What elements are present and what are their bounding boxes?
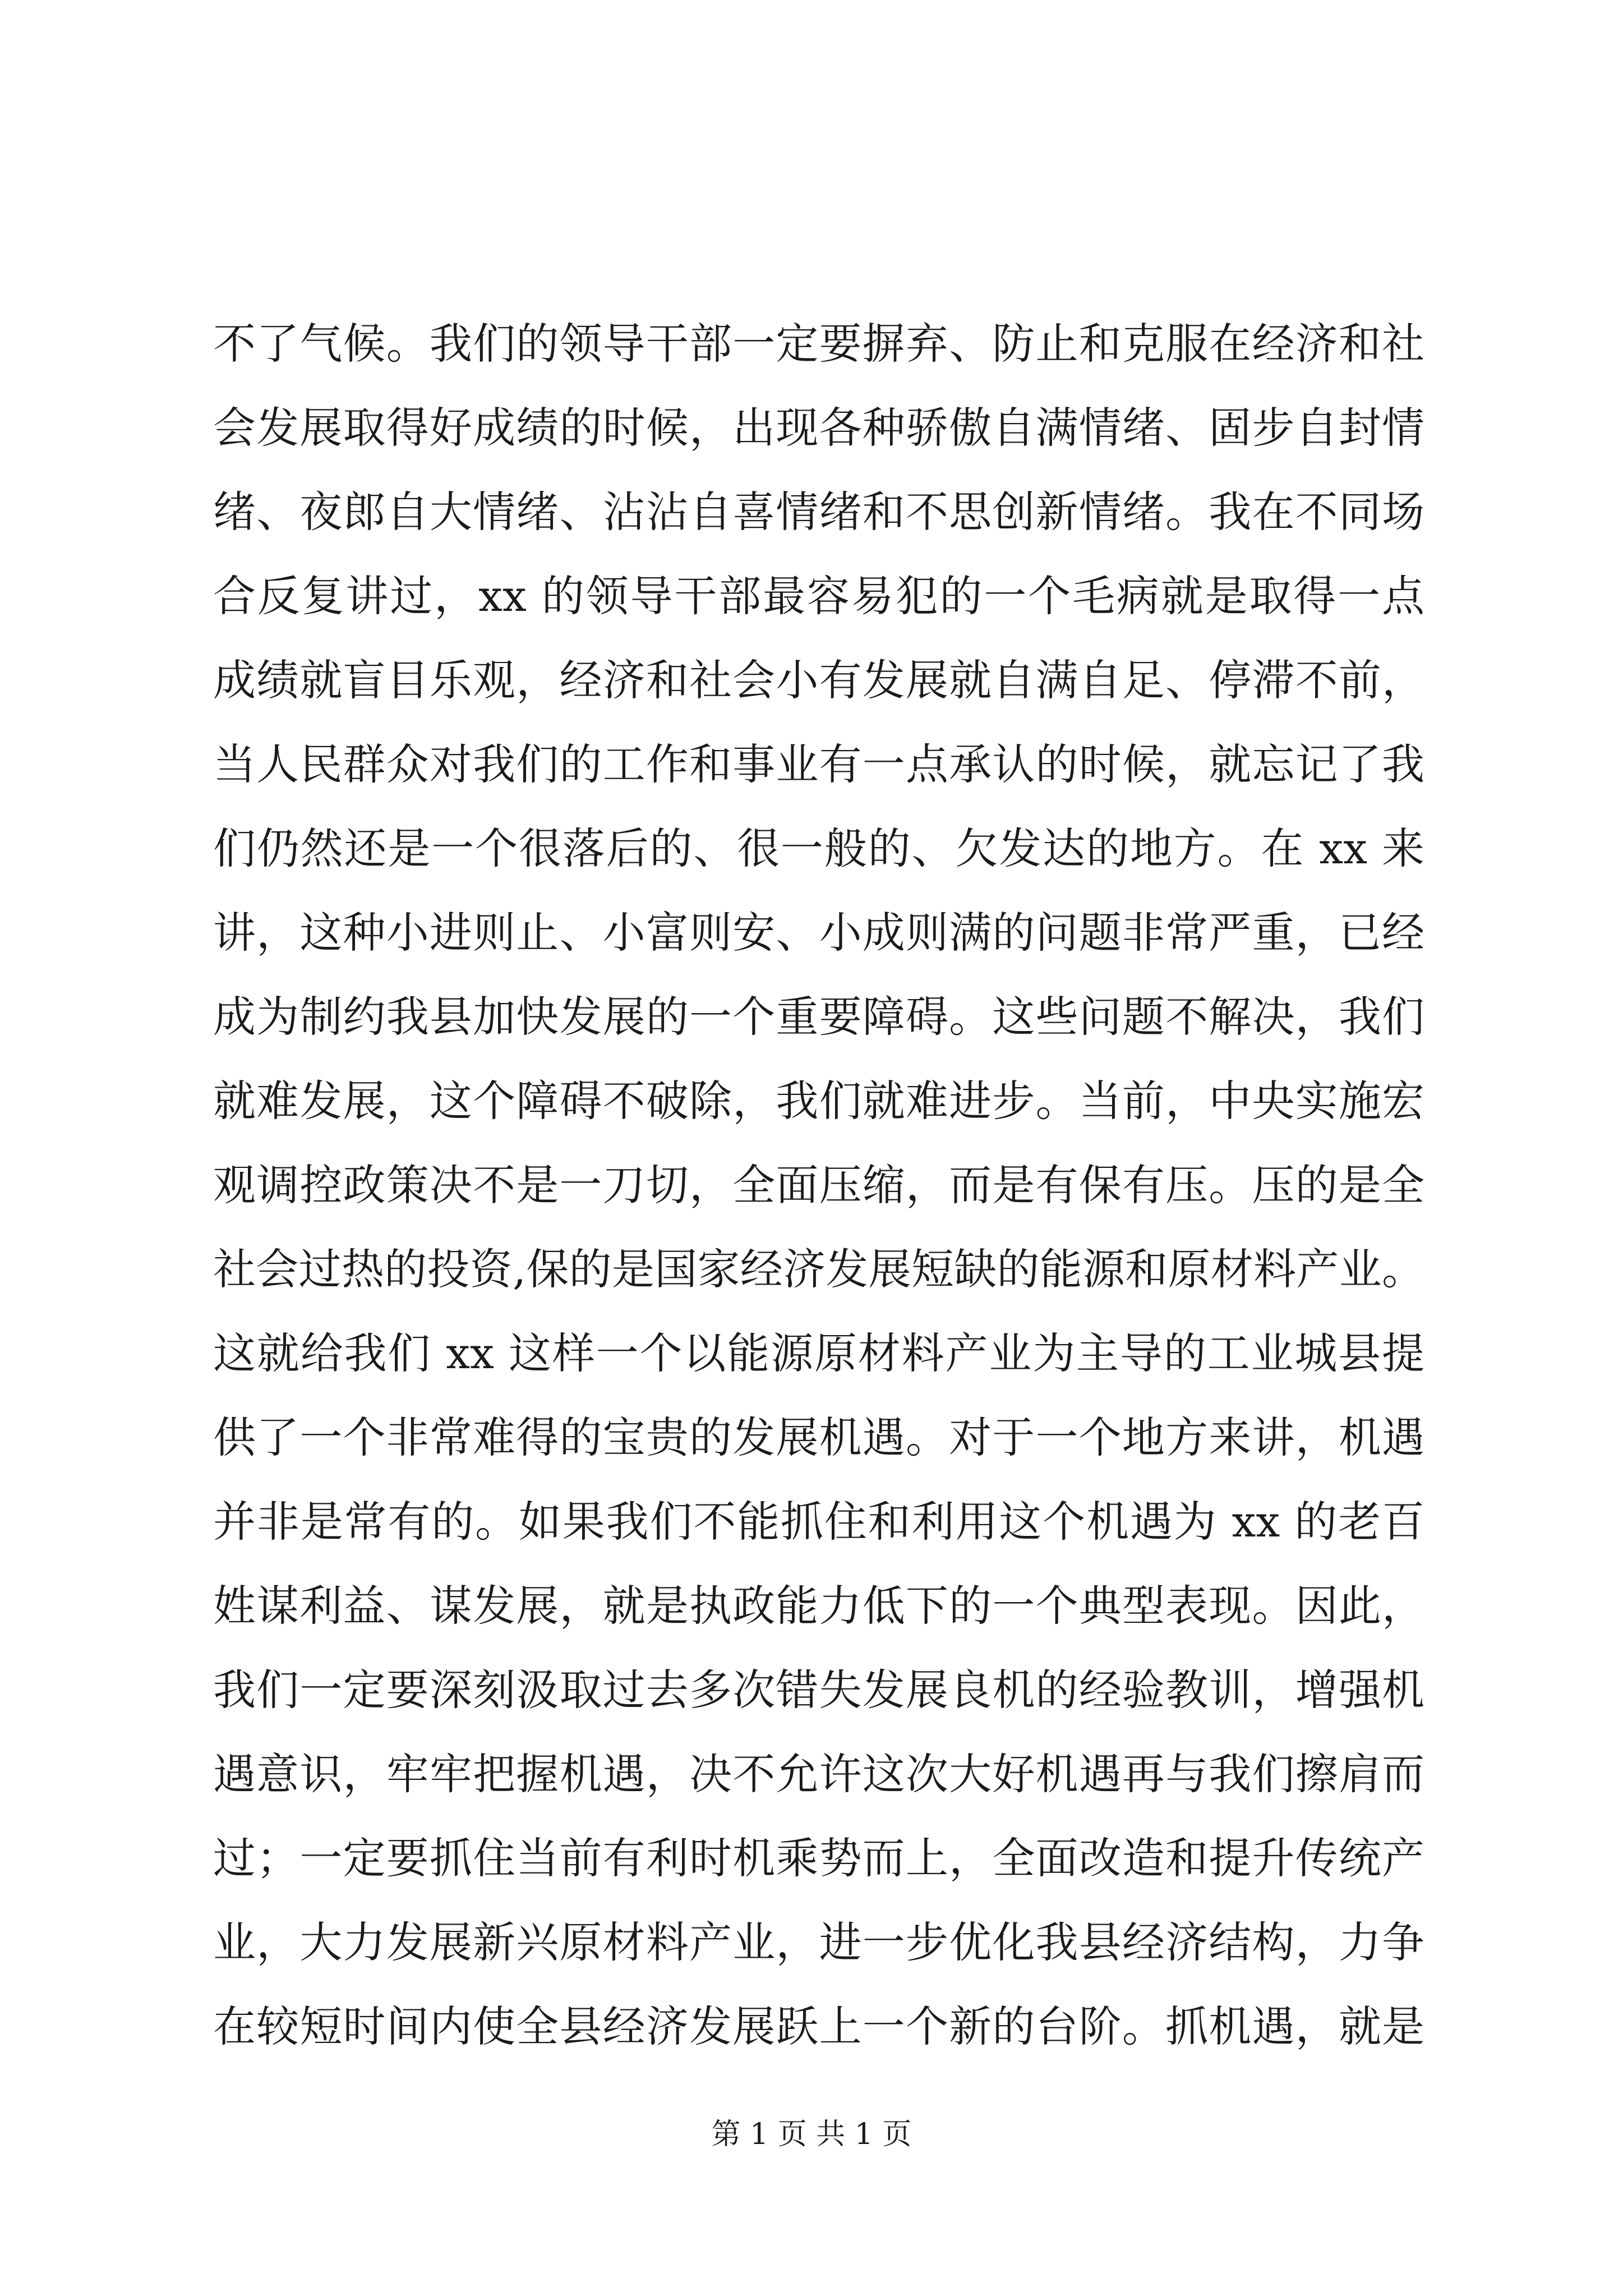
text-line: 社会过热的投资,保的是国家经济发展短缺的能源和原材料产业。 [213,1244,1424,1294]
text-line: 当人民群众对我们的工作和事业有一点承认的时候，就忘记了我 [213,739,1424,789]
text-line: 就难发展，这个障碍不破除，我们就难进步。当前，中央实施宏 [213,1076,1424,1126]
body-text [213,302,1424,2069]
text-line: 遇意识，牢牢把握机遇，决不允许这次大好机遇再与我们擦肩而 [213,1749,1424,1799]
text-line: 合反复讲过，xx 的领导干部最容易犯的一个毛病就是取得一点 [213,571,1424,621]
text-line: 们仍然还是一个很落后的、很一般的、欠发达的地方。在 xx 来 [213,823,1424,873]
text-line: 不了气候。我们的领导干部一定要摒弃、防止和克服在经济和社 [213,319,1424,369]
text-line: 绪、夜郎自大情绪、沾沾自喜情绪和不思创新情绪。我在不同场 [213,487,1424,537]
text-line: 在较短时间内使全县经济发展跃上一个新的台阶。抓机遇，就是 [213,2001,1424,2051]
text-line: 成绩就盲目乐观，经济和社会小有发展就自满自足、停滞不前， [213,655,1424,705]
text-line: 观调控政策决不是一刀切，全面压缩，而是有保有压。压的是全 [213,1160,1424,1210]
text-line: 并非是常有的。如果我们不能抓住和利用这个机遇为 xx 的老百 [213,1497,1424,1547]
text-line: 供了一个非常难得的宝贵的发展机遇。对于一个地方来讲，机遇 [213,1412,1424,1462]
text-line: 过；一定要抓住当前有利时机乘势而上，全面改造和提升传统产 [213,1833,1424,1883]
text-line: 姓谋利益、谋发展，就是执政能力低下的一个典型表现。因此， [213,1581,1424,1631]
text-line: 成为制约我县加快发展的一个重要障碍。这些问题不解决，我们 [213,992,1424,1042]
text-line: 这就给我们 xx 这样一个以能源原材料产业为主导的工业城县提 [213,1328,1424,1378]
text-line: 讲，这种小进则止、小富则安、小成则满的问题非常严重，已经 [213,908,1424,958]
text-line: 业，大力发展新兴原材料产业，进一步优化我县经济结构，力争 [213,1917,1424,1967]
page-number-footer: 第 1 页 共 1 页 [711,2118,912,2151]
text-line: 我们一定要深刻汲取过去多次错失发展良机的经验教训，增强机 [213,1665,1424,1715]
text-line: 会发展取得好成绩的时候，出现各种骄傲自满情绪、固步自封情 [213,403,1424,453]
